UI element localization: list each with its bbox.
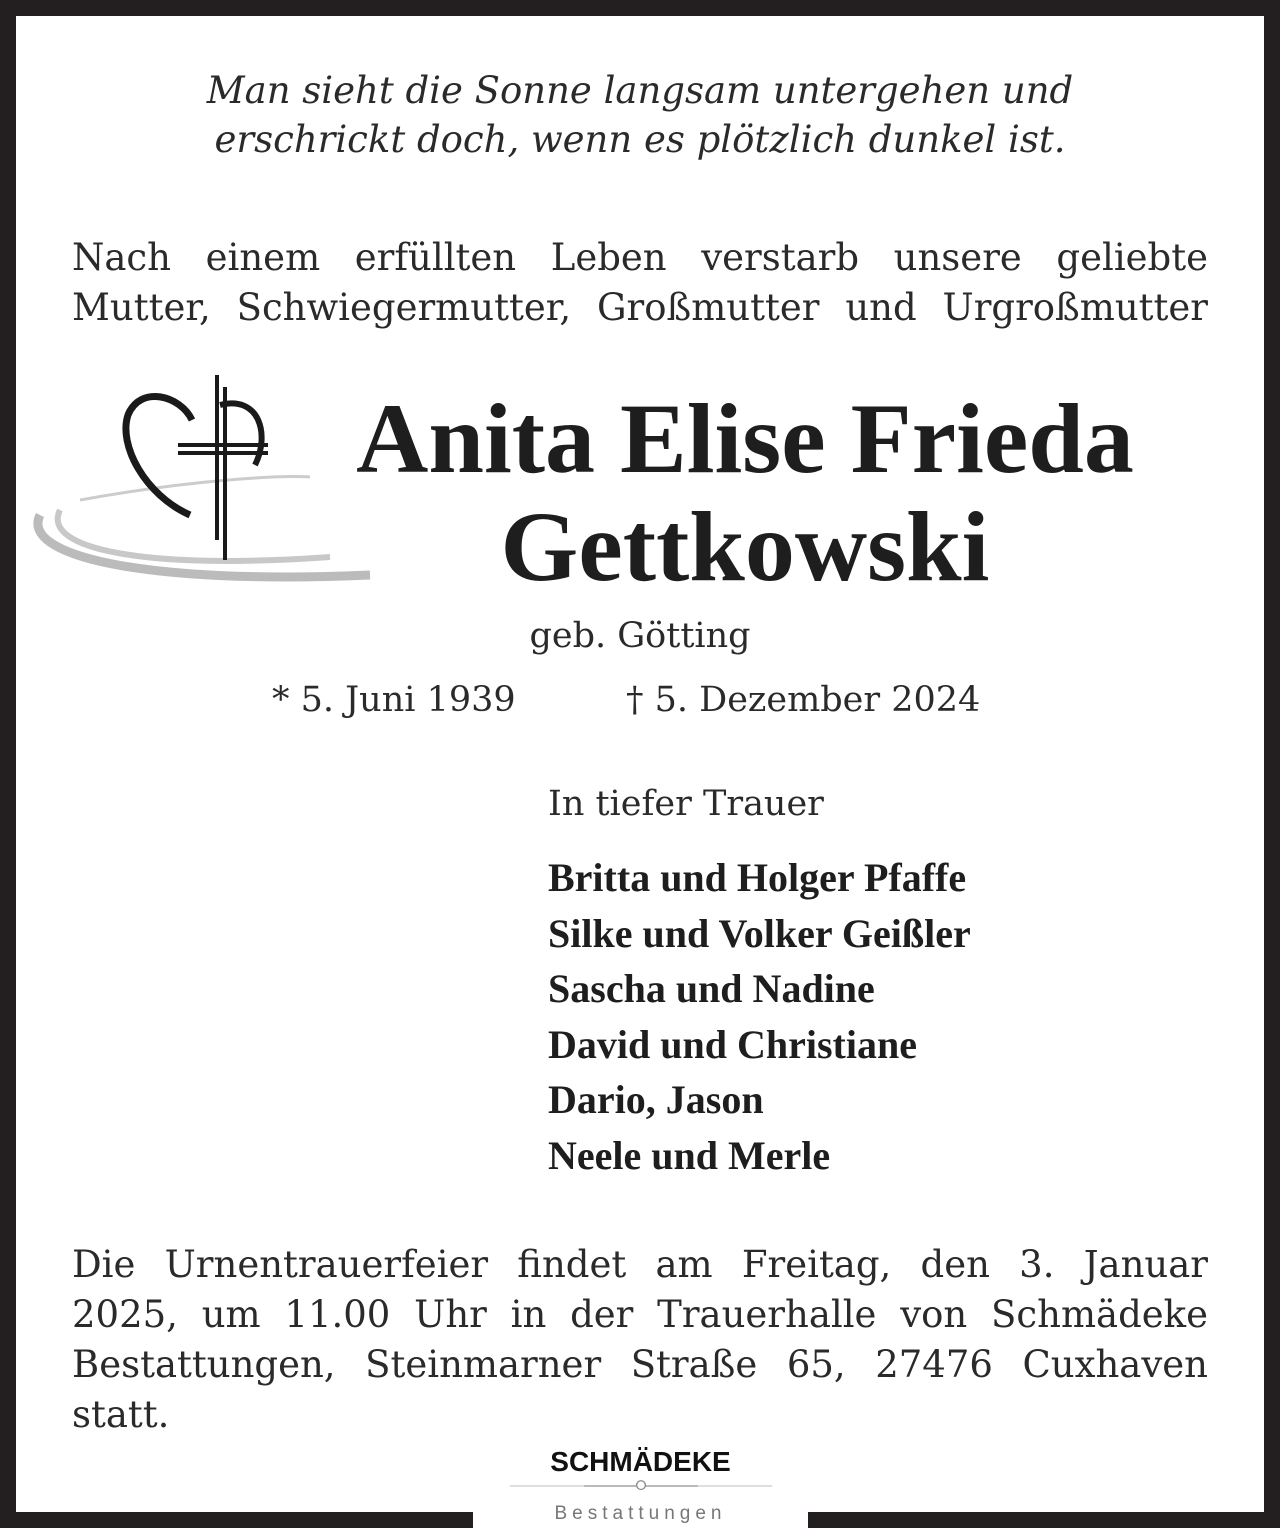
intro-line: Mutter, Schwiegermutter, Großmutter und Urgroßmutter — [72, 286, 1208, 329]
border-bottom-left — [0, 1512, 473, 1528]
mourners-list — [548, 850, 971, 1184]
quote-line: erschrickt doch, wenn es plötzlich dunkel ist. — [214, 118, 1066, 161]
service-line: statt. — [72, 1393, 170, 1436]
logo-ornament-icon — [486, 1479, 796, 1493]
mourner: Silke und Volker Geißler — [548, 910, 971, 956]
border-top — [0, 0, 1280, 16]
intro-text — [72, 233, 1208, 333]
funeral-home-logo — [473, 1446, 808, 1525]
logo-title: SCHMÄDEKE — [550, 1446, 731, 1477]
death-date: † 5. Dezember 2024 — [626, 680, 981, 720]
maiden-name: geb. Götting — [529, 616, 751, 656]
service-line: Die Urnentrauerfeier findet am Freitag, den 3. Januar — [72, 1243, 1208, 1286]
service-text — [72, 1240, 1208, 1440]
name-line: Gettkowski — [500, 491, 990, 602]
border-bottom-right — [808, 1512, 1280, 1528]
quote — [0, 66, 1280, 164]
mourning-label: In tiefer Trauer — [548, 784, 824, 824]
quote-line: Man sieht die Sonne langsam untergehen und — [206, 69, 1074, 112]
border-right — [1264, 0, 1280, 1528]
border-left — [0, 0, 16, 1528]
mourner: David und Christiane — [548, 1021, 917, 1067]
intro-line: Nach einem erfüllten Leben verstarb unsere geliebte — [72, 236, 1208, 279]
mourner: Sascha und Nadine — [548, 966, 875, 1012]
name-line: Anita Elise Frieda — [356, 383, 1134, 494]
mourner: Neele und Merle — [548, 1132, 831, 1178]
logo-subtitle: Bestattungen — [554, 1503, 727, 1524]
birth-date: * 5. Juni 1939 — [272, 680, 516, 720]
service-line: 2025, um 11.00 Uhr in der Trauerhalle von Schmädeke — [72, 1293, 1208, 1336]
service-line: Bestattungen, Steinmarner Straße 65, 27476 Cuxhaven — [72, 1343, 1208, 1386]
mourner: Britta und Holger Pfaffe — [548, 855, 967, 900]
deceased-name — [290, 385, 1200, 601]
mourner: Dario, Jason — [548, 1077, 764, 1123]
